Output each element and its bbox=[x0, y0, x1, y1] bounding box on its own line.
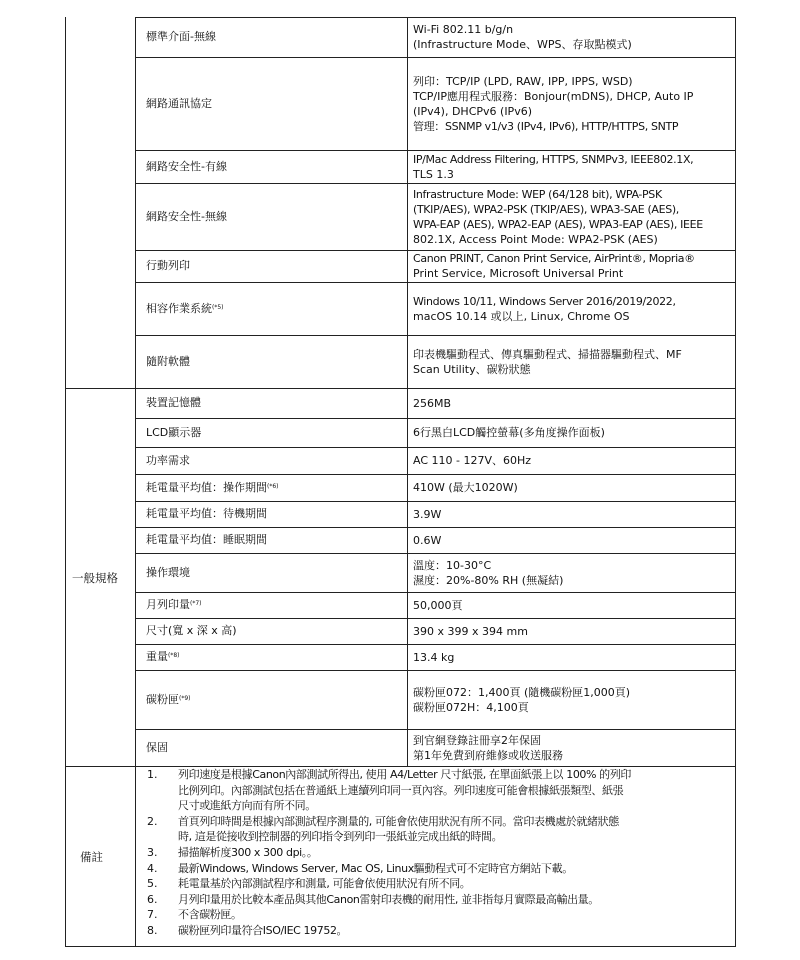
spec-label-text: 功率需求 bbox=[146, 453, 190, 467]
row-divider bbox=[135, 644, 735, 645]
row-divider bbox=[135, 282, 735, 283]
category-general: 一般規格 bbox=[72, 571, 118, 585]
note-number: 8. bbox=[147, 924, 158, 937]
spec-value: 第1年免費到府維修或收送服務 bbox=[413, 748, 563, 762]
spec-label bbox=[146, 301, 224, 316]
spec-label bbox=[146, 506, 267, 521]
spec-value: 6行黑白LCD觸控螢幕(多角度操作面板) bbox=[413, 426, 605, 439]
note-text: 碳粉匣列印量符合ISO/IEC 19752。 bbox=[178, 924, 348, 937]
spec-value: 390 x 399 x 394 mm bbox=[413, 624, 528, 638]
footnote-ref: (*5) bbox=[212, 303, 224, 311]
spec-label-text: 網路通訊協定 bbox=[146, 96, 212, 110]
spec-label bbox=[146, 597, 202, 612]
row-divider bbox=[135, 447, 735, 448]
spec-value: 碳粉匣072H：4,100頁 bbox=[413, 700, 529, 714]
footnote-ref: (*7) bbox=[190, 600, 202, 607]
spec-label-text: 重量 bbox=[146, 650, 168, 663]
spec-value: macOS 10.14 或以上, Linux, Chrome OS bbox=[413, 309, 630, 323]
row-divider bbox=[135, 527, 735, 528]
spec-value: 濕度：20%-80% RH (無凝結) bbox=[413, 573, 564, 587]
spec-value: 列印：TCP/IP (LPD, RAW, IPP, IPPS, WSD) bbox=[413, 74, 633, 88]
spec-value: 50,000頁 bbox=[413, 598, 463, 612]
table-border-right bbox=[735, 17, 736, 947]
spec-value: Wi-Fi 802.11 b/g/n bbox=[413, 23, 514, 36]
spec-label-text: 保固 bbox=[146, 740, 168, 754]
row-divider bbox=[135, 335, 735, 336]
note-text: 耗電量基於內部測試程序和測量, 可能會依使用狀況有所不同。 bbox=[178, 877, 471, 891]
spec-value: Infrastructure Mode: WEP (64/128 bit), WPA-PSK bbox=[413, 187, 662, 201]
note-text: 列印速度是根據Canon內部測試所得出, 使用 A4/Letter 尺寸紙張, 在單面紙張上以 100% 的列印 bbox=[178, 768, 631, 781]
note-text: 時, 這是從接收到控制器的列印指令到列印一張紙並完成出紙的時間。 bbox=[178, 830, 503, 844]
note-number: 7. bbox=[147, 908, 158, 922]
spec-label bbox=[146, 29, 216, 44]
spec-label-text: 耗電量平均值：睡眠期間 bbox=[146, 533, 267, 546]
row-divider bbox=[135, 183, 735, 184]
spec-label bbox=[146, 354, 190, 369]
spec-value: 0.6W bbox=[413, 533, 442, 547]
note-text: 不含碳粉匣。 bbox=[178, 908, 242, 922]
row-divider bbox=[135, 501, 735, 502]
note-number: 4. bbox=[147, 861, 158, 875]
spec-value: 溫度：10-30°C bbox=[413, 558, 492, 572]
row-divider bbox=[135, 729, 735, 730]
spec-label bbox=[146, 623, 237, 638]
spec-value: 802.1X, Access Point Mode: WPA2-PSK (AES) bbox=[413, 232, 658, 246]
note-number: 3. bbox=[147, 846, 158, 859]
row-divider bbox=[135, 57, 735, 58]
spec-value: (IPv4), DHCPv6 (IPv6) bbox=[413, 104, 532, 118]
spec-label bbox=[146, 258, 190, 273]
spec-label bbox=[146, 565, 190, 580]
spec-value: (TKIP/AES), WPA2-PSK (TKIP/AES), WPA3-SAE (AES), bbox=[413, 202, 679, 216]
spec-label bbox=[146, 740, 168, 755]
spec-label bbox=[146, 425, 201, 440]
spec-value: AC 110 - 127V、60Hz bbox=[413, 454, 532, 467]
spec-label-text: 操作環境 bbox=[146, 565, 190, 579]
spec-label bbox=[146, 480, 279, 495]
spec-value: Scan Utility、碳粉狀態 bbox=[413, 362, 531, 376]
spec-label-text: 耗電量平均值：操作期間 bbox=[146, 480, 267, 494]
table-border-left bbox=[65, 17, 66, 946]
spec-label-text: 行動列印 bbox=[146, 259, 190, 272]
note-text: 尺寸或進紙方向而有所不同。 bbox=[178, 799, 316, 813]
row-divider bbox=[135, 618, 735, 619]
row-divider bbox=[135, 474, 735, 475]
spec-label-text: 相容作業系統 bbox=[146, 301, 212, 315]
column-divider bbox=[407, 17, 408, 766]
note-number: 1. bbox=[147, 768, 158, 781]
spec-label bbox=[146, 453, 190, 468]
table-border-bottom bbox=[65, 946, 735, 947]
row-divider bbox=[135, 553, 735, 554]
note-text: 首頁列印時間是根據內部測試程序測量的, 可能會依使用狀況有所不同。當印表機處於就緒狀態 bbox=[178, 814, 619, 828]
spec-value: 管理：SSNMP v1/v3 (IPv4, IPv6), HTTP/HTTPS, SNTP bbox=[413, 119, 679, 133]
spec-label-text: 碳粉匣 bbox=[146, 692, 179, 706]
footnote-ref: (*8) bbox=[168, 652, 180, 659]
spec-value: 碳粉匣072：1,400頁 (隨機碳粉匣1,000頁) bbox=[413, 685, 631, 699]
spec-label bbox=[146, 395, 201, 410]
note-number: 6. bbox=[147, 892, 158, 906]
spec-label-text: 網路安全性-無線 bbox=[146, 209, 227, 223]
spec-value: 256MB bbox=[413, 396, 452, 410]
spec-value: 到官網登錄註冊享2年保固 bbox=[413, 733, 541, 747]
spec-value: Print Service, Microsoft Universal Print bbox=[413, 267, 624, 280]
footnote-ref: (*6) bbox=[267, 482, 279, 490]
footnote-ref: (*9) bbox=[179, 694, 191, 702]
spec-label bbox=[146, 159, 227, 174]
spec-label bbox=[146, 692, 191, 707]
spec-label-text: 隨附軟體 bbox=[146, 354, 190, 368]
spec-value: 3.9W bbox=[413, 507, 442, 521]
spec-value: 410W (最大1020W) bbox=[413, 481, 518, 494]
spec-value: TCP/IP應用程式服務：Bonjour(mDNS), DHCP, Auto IP bbox=[413, 89, 694, 103]
note-text: 月列印量用於比較本產品與其他Canon雷射印表機的耐用性, 並非指每月實際最高輸出量。 bbox=[178, 892, 599, 906]
category-divider bbox=[65, 388, 735, 389]
spec-label bbox=[146, 649, 180, 664]
spec-value: 13.4 kg bbox=[413, 650, 455, 664]
spec-value: Canon PRINT, Canon Print Service, AirPrint®, Mopria® bbox=[413, 252, 695, 265]
spec-value: Windows 10/11, Windows Server 2016/2019/2022, bbox=[413, 294, 676, 308]
spec-value: (Infrastructure Mode、WPS、存取點模式) bbox=[413, 38, 632, 51]
spec-label-text: 網路安全性-有線 bbox=[146, 159, 227, 173]
spec-label-text: 耗電量平均值：待機期間 bbox=[146, 507, 267, 520]
spec-value: 印表機驅動程式、傳真驅動程式、掃描器驅動程式、MF bbox=[413, 347, 682, 361]
spec-value: WPA-EAP (AES), WPA2-EAP (AES), WPA3-EAP (AES), IEEE bbox=[413, 217, 703, 231]
note-text: 掃描解析度300 x 300 dpi。。 bbox=[178, 846, 318, 859]
spec-label-text: 尺寸(寬 x 深 x 高) bbox=[146, 624, 237, 637]
note-text: 最新Windows, Windows Server, Mac OS, Linux驅動程式可不定時官方網站下載。 bbox=[178, 861, 573, 875]
note-text: 比例列印。內部測試包括在普通紙上連續列印同一頁內容。列印速度可能會根據紙張類型、紙張 bbox=[178, 783, 624, 797]
category-notes: 備註 bbox=[80, 850, 103, 864]
spec-label-text: 月列印量 bbox=[146, 598, 190, 611]
spec-label bbox=[146, 532, 267, 547]
row-divider bbox=[135, 670, 735, 671]
note-number: 2. bbox=[147, 814, 158, 828]
spec-label-text: 標準介面-無線 bbox=[146, 30, 216, 43]
row-divider bbox=[135, 418, 735, 419]
column-divider bbox=[135, 17, 136, 946]
category-divider bbox=[65, 766, 735, 767]
spec-label-text: 裝置記憶體 bbox=[146, 396, 201, 409]
spec-label-text: LCD顯示器 bbox=[146, 425, 202, 439]
note-number: 5. bbox=[147, 877, 158, 891]
spec-value: TLS 1.3 bbox=[413, 167, 454, 181]
spec-label bbox=[146, 209, 227, 224]
spec-value: IP/Mac Address Filtering, HTTPS, SNMPv3, IEEE802.1X, bbox=[413, 152, 694, 166]
table-border-top bbox=[135, 17, 735, 18]
spec-label bbox=[146, 96, 212, 111]
row-divider bbox=[135, 592, 735, 593]
